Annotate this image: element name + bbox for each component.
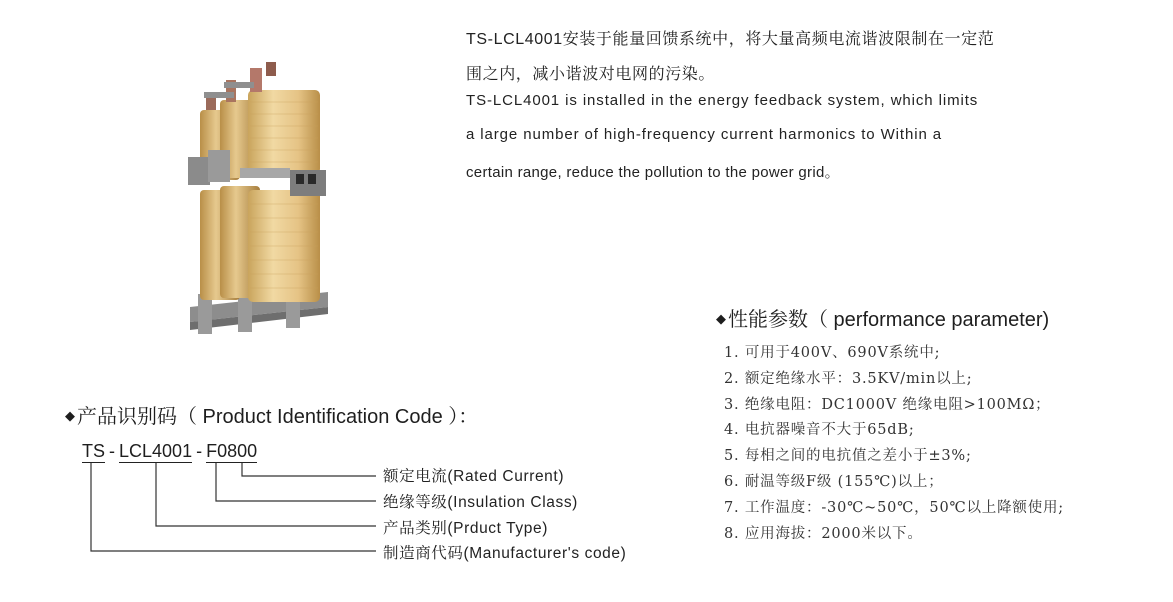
code-heading-text: 产品识别码（ Product Identification Code ）：	[77, 406, 479, 428]
list-item: 4. 电抗器噪音不大于65dB;	[724, 422, 915, 439]
code-part-current: 0800	[217, 441, 258, 461]
code-part-insulation: F	[206, 441, 218, 461]
connector-rated	[242, 463, 376, 476]
list-item: 8. 应用海拔：2000米以下。	[724, 525, 923, 542]
code-label-manufacturer-code: 制造商代码(Manufacturer's code)	[383, 545, 627, 562]
list-item: 5. 每相之间的电抗值之差小于±3%;	[724, 448, 972, 465]
code-label-insulation-class: 绝缘等级(Insulation Class)	[383, 494, 578, 511]
product-code	[82, 441, 257, 463]
intro-text-en-line2: a large number of high-frequency current harmonics to Within a	[466, 126, 943, 143]
list-item: 3. 绝缘电阻：DC1000V 绝缘电阻>100MΩ；	[724, 396, 1051, 413]
intro-text-en-line1: TS-LCL4001 is installed in the energy feedback system, which limits	[466, 92, 979, 109]
intro-text-cn-line2: 围之内，减小谐波对电网的污染。	[466, 66, 716, 83]
intro-text-cn-line1: TS-LCL4001安装于能量回馈系统中，将大量高频电流谐波限制在一定范	[466, 31, 995, 48]
connector-insulation	[216, 463, 376, 501]
code-separator: -	[109, 441, 116, 461]
code-part-type: LCL4001	[119, 441, 193, 461]
code-part-manufacturer: TS	[82, 441, 106, 461]
code-label-product-type: 产品类别(Prduct Type)	[383, 520, 548, 537]
code-label-rated-current: 额定电流(Rated Current)	[383, 468, 565, 485]
diamond-bullet-icon: ◆	[716, 311, 726, 326]
connector-type	[156, 463, 376, 526]
performance-heading-text: 性能参数（ performance parameter)	[728, 309, 1050, 331]
list-item: 1. 可用于400V、690V系统中;	[724, 345, 941, 361]
intro-text-en-line3: certain range, reduce the pollution to the power grid。	[466, 164, 840, 181]
performance-list	[724, 344, 1064, 550]
list-item: 6. 耐温等级F级 (155℃)以上；	[724, 473, 944, 490]
list-item: 2. 额定绝缘水平：3.5KV/min以上;	[724, 370, 973, 387]
performance-heading	[716, 303, 1049, 332]
list-item: 7. 工作温度：-30℃~50℃，50℃以上降额使用;	[724, 499, 1064, 516]
diamond-bullet-icon: ◆	[65, 408, 75, 423]
code-heading	[65, 400, 478, 429]
code-separator: -	[196, 441, 203, 461]
product-image	[178, 62, 338, 352]
connector-manufacturer	[91, 463, 376, 551]
